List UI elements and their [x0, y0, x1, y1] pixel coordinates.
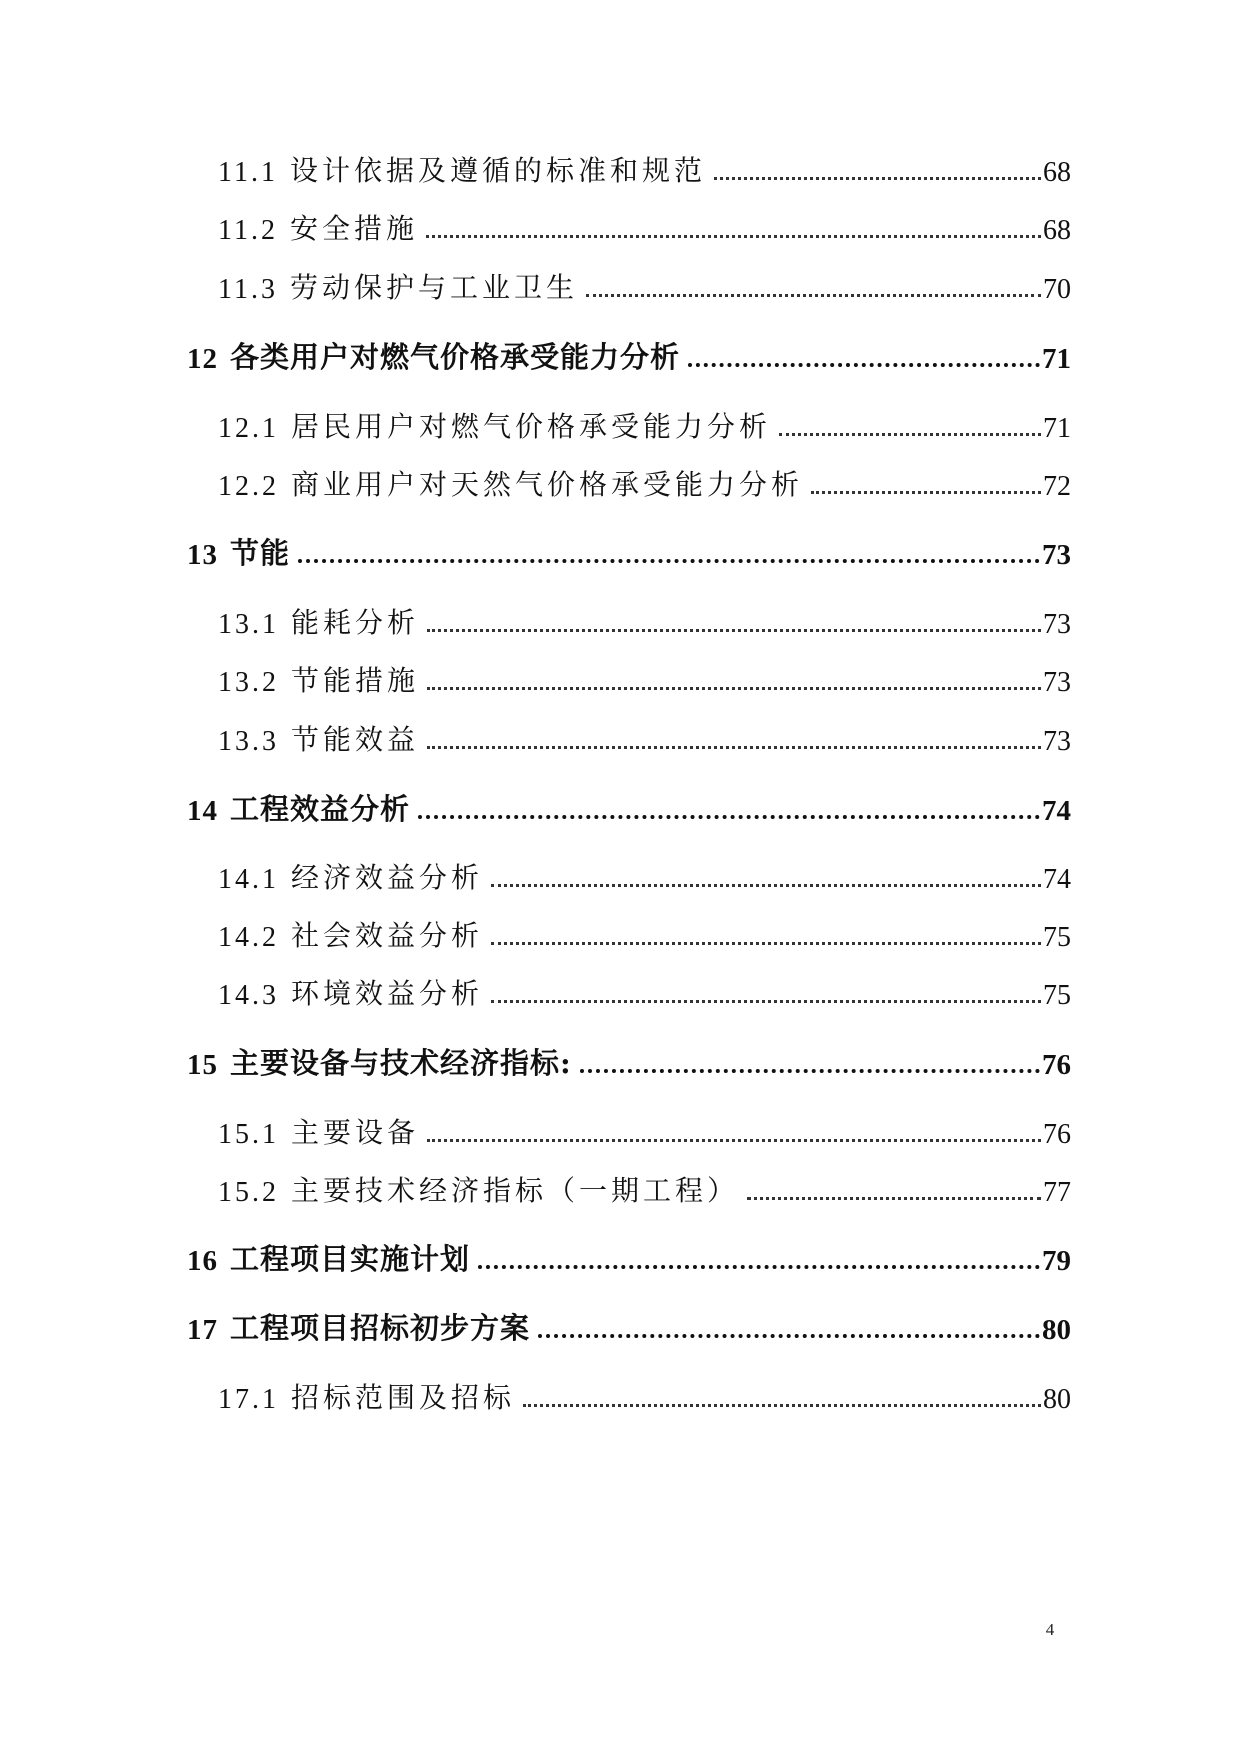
- dot-leader: [779, 433, 1041, 436]
- toc-entry-page: 71: [1043, 413, 1071, 444]
- toc-entry-number: 15.1: [218, 1119, 279, 1150]
- toc-entry-title: 各类用户对燃气价格承受能力分析: [230, 340, 681, 374]
- toc-entry-13: [187, 528, 1071, 572]
- dot-leader: [427, 629, 1041, 632]
- toc-entry-14-2: [218, 910, 1071, 954]
- toc-entry-17: [187, 1303, 1071, 1347]
- dot-leader: [427, 687, 1041, 690]
- toc-entry-13-1: [218, 597, 1071, 641]
- toc-entry-page: 68: [1043, 157, 1071, 188]
- dot-leader: [427, 746, 1041, 749]
- toc-entry-11-2: [218, 203, 1071, 247]
- toc-entry-number: 12.1: [218, 413, 279, 444]
- dot-leader: [714, 177, 1041, 180]
- toc-entry-page: 72: [1043, 471, 1071, 502]
- toc-entry-14: [187, 784, 1071, 828]
- toc-entry-page: 73: [1043, 609, 1071, 640]
- toc-entry-number: 12: [187, 343, 218, 375]
- toc-entry-15-1: [218, 1107, 1071, 1151]
- toc-entry-page: 73: [1042, 539, 1071, 571]
- toc-entry-page: 76: [1042, 1049, 1071, 1081]
- toc-entry-page: 73: [1043, 667, 1071, 698]
- toc-entry-12: [187, 332, 1071, 376]
- toc-entry-number: 17.1: [218, 1384, 279, 1415]
- toc-entry-page: 80: [1042, 1314, 1071, 1346]
- toc-entry-title: 环境效益分析: [291, 977, 484, 1010]
- toc-entry-title: 设计依据及遵循的标准和规范: [289, 154, 706, 187]
- toc-entry-title: 经济效益分析: [291, 861, 484, 894]
- toc-entry-title: 劳动保护与工业卫生: [289, 271, 578, 304]
- toc-entry-page: 74: [1042, 795, 1071, 827]
- dot-leader: [491, 884, 1041, 887]
- toc-entry-number: 14.3: [218, 980, 279, 1011]
- toc-entry-number: 13: [187, 539, 218, 571]
- toc-entry-number: 15: [187, 1049, 218, 1081]
- toc-entry-number: 11.2: [218, 215, 278, 246]
- toc-entry-title: 节能措施: [291, 664, 420, 697]
- dot-leader: [580, 1069, 1040, 1073]
- dot-leader: [427, 1139, 1041, 1142]
- toc-entry-title: 节能: [230, 536, 291, 570]
- toc-entry-page: 71: [1042, 343, 1071, 375]
- toc-entry-12-2: [218, 459, 1071, 503]
- toc-entry-number: 12.2: [218, 471, 279, 502]
- toc-entry-page: 79: [1042, 1245, 1071, 1277]
- toc-entry-number: 15.2: [218, 1177, 279, 1208]
- dot-leader: [688, 363, 1040, 367]
- toc-entry-17-1: [218, 1372, 1071, 1416]
- dot-leader: [538, 1334, 1040, 1338]
- toc-entry-title: 工程项目实施计划: [230, 1242, 471, 1276]
- dot-leader: [298, 559, 1040, 563]
- toc-entry-page: 68: [1043, 215, 1071, 246]
- toc-entry-16: [187, 1234, 1071, 1278]
- toc-entry-title: 主要技术经济指标（一期工程）: [291, 1174, 740, 1207]
- toc-entry-number: 13.2: [218, 667, 279, 698]
- toc-entry-title: 招标范围及招标: [291, 1381, 516, 1414]
- toc-entry-13-2: [218, 655, 1071, 699]
- dot-leader: [478, 1265, 1040, 1269]
- toc-entry-number: 11.3: [218, 274, 278, 305]
- toc-entry-number: 17: [187, 1314, 218, 1346]
- toc-entry-page: 77: [1043, 1177, 1071, 1208]
- footer-page-number: 4: [1045, 1620, 1055, 1639]
- toc-entry-title: 居民用户对燃气价格承受能力分析: [291, 410, 772, 443]
- toc-entry-title: 节能效益: [291, 723, 420, 756]
- toc-entry-13-3: [218, 714, 1071, 758]
- toc-entry-page: 74: [1043, 864, 1071, 895]
- dot-leader: [426, 235, 1041, 238]
- dot-leader: [491, 1000, 1041, 1003]
- toc-entry-15: [187, 1038, 1071, 1082]
- toc-entry-number: 13.1: [218, 609, 279, 640]
- toc-entry-page: 80: [1043, 1384, 1071, 1415]
- toc-entry-page: 73: [1043, 726, 1071, 757]
- dot-leader: [747, 1197, 1041, 1200]
- toc-entry-14-3: [218, 968, 1071, 1012]
- toc-entry-title: 主要设备与技术经济指标:: [230, 1046, 572, 1080]
- toc-entry-11-3: [218, 262, 1071, 306]
- toc-entry-title: 主要设备: [291, 1116, 420, 1149]
- toc-entry-number: 13.3: [218, 726, 279, 757]
- toc-entry-number: 14.1: [218, 864, 279, 895]
- toc-entry-number: 14.2: [218, 922, 279, 953]
- toc-entry-14-1: [218, 852, 1071, 896]
- toc-entry-12-1: [218, 401, 1071, 445]
- toc-entry-11-1: [218, 145, 1071, 189]
- toc-entry-page: 75: [1043, 922, 1071, 953]
- toc-entry-title: 商业用户对天然气价格承受能力分析: [291, 468, 804, 501]
- toc-entry-title: 能耗分析: [291, 606, 420, 639]
- dot-leader: [418, 815, 1040, 819]
- toc-entry-15-2: [218, 1165, 1071, 1209]
- toc-entry-title: 工程项目招标初步方案: [230, 1311, 531, 1345]
- dot-leader: [811, 491, 1041, 494]
- toc-entry-title: 社会效益分析: [291, 919, 484, 952]
- toc-entry-title: 安全措施: [289, 212, 418, 245]
- toc-entry-page: 75: [1043, 980, 1071, 1011]
- toc-entry-number: 14: [187, 795, 218, 827]
- toc-entry-page: 76: [1043, 1119, 1071, 1150]
- toc-entry-number: 11.1: [218, 157, 278, 188]
- dot-leader: [523, 1404, 1041, 1407]
- toc-entry-page: 70: [1043, 274, 1071, 305]
- toc-entry-number: 16: [187, 1245, 218, 1277]
- dot-leader: [586, 294, 1041, 297]
- toc-entry-title: 工程效益分析: [230, 792, 411, 826]
- dot-leader: [491, 942, 1041, 945]
